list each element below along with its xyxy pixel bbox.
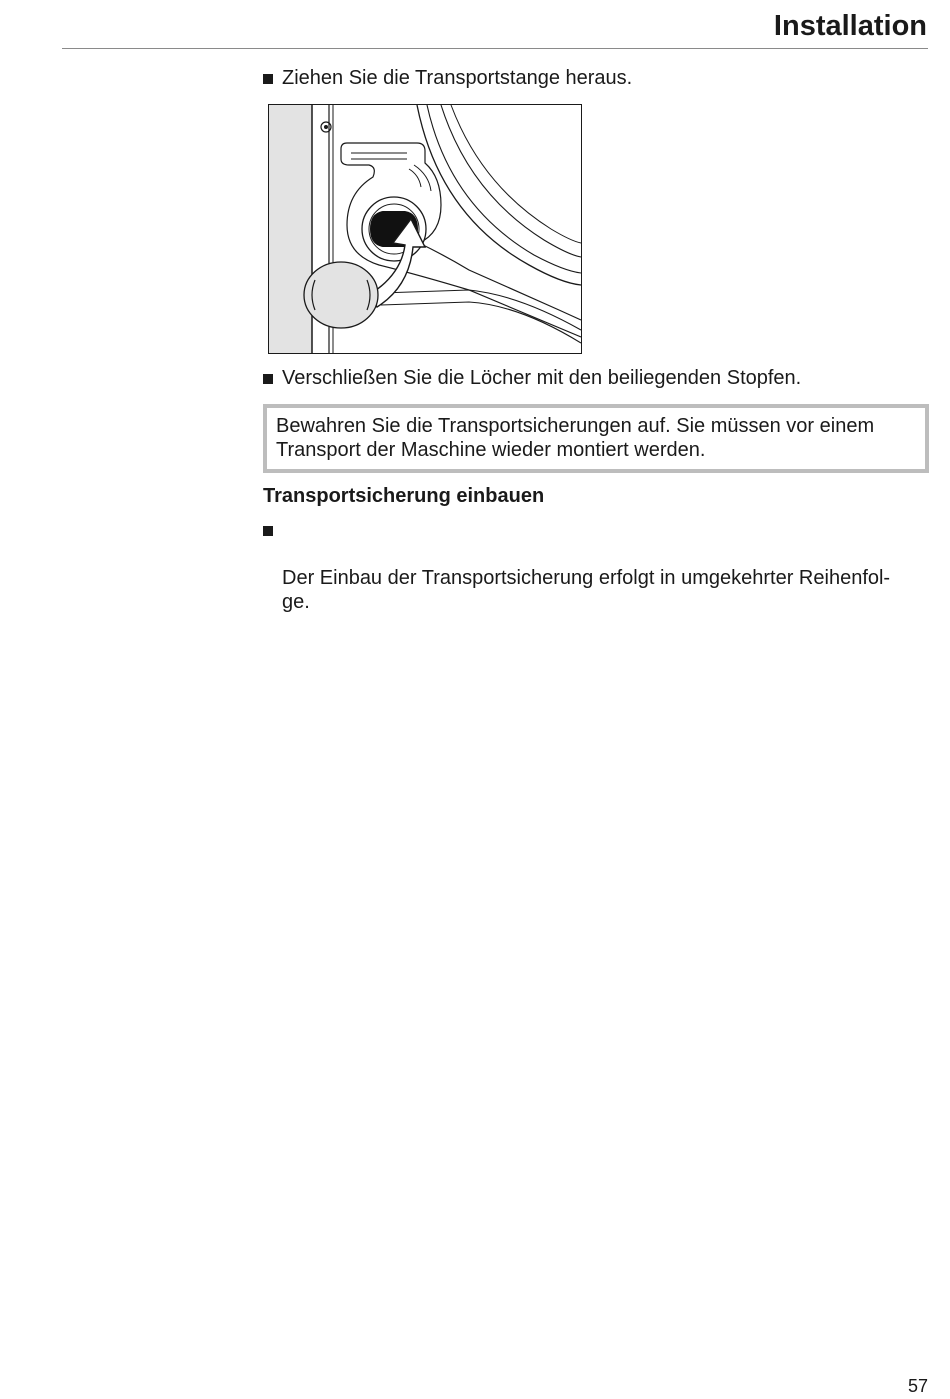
transport-rod-illustration [268,104,582,354]
step-text: Verschließen Sie die Löcher mit den beiliegenden Stopfen. [282,367,802,389]
section-heading: Transportsicherung einbauen [263,485,545,507]
step-item [263,66,929,90]
bullet-square-icon [263,374,273,384]
header-divider [62,48,928,49]
page-header-title: Installation [773,10,927,42]
note-box [263,404,929,473]
note-text: Bewahren Sie die Transportsicherungen auf. Sie müssen vor einem Transport der Maschine wieder montiert werden. [276,415,875,461]
bullet-square-icon [263,526,273,536]
page-number: 57 [907,1376,928,1396]
main-content [263,66,929,614]
step-item [263,366,929,390]
step-text: Ziehen Sie die Transportstange heraus. [282,67,633,89]
step-text: Der Einbau der Transportsicherung erfolgt in umgekehrter Reihenfol- ge. [282,567,891,613]
bullet-square-icon [263,74,273,84]
step-item [263,518,929,614]
